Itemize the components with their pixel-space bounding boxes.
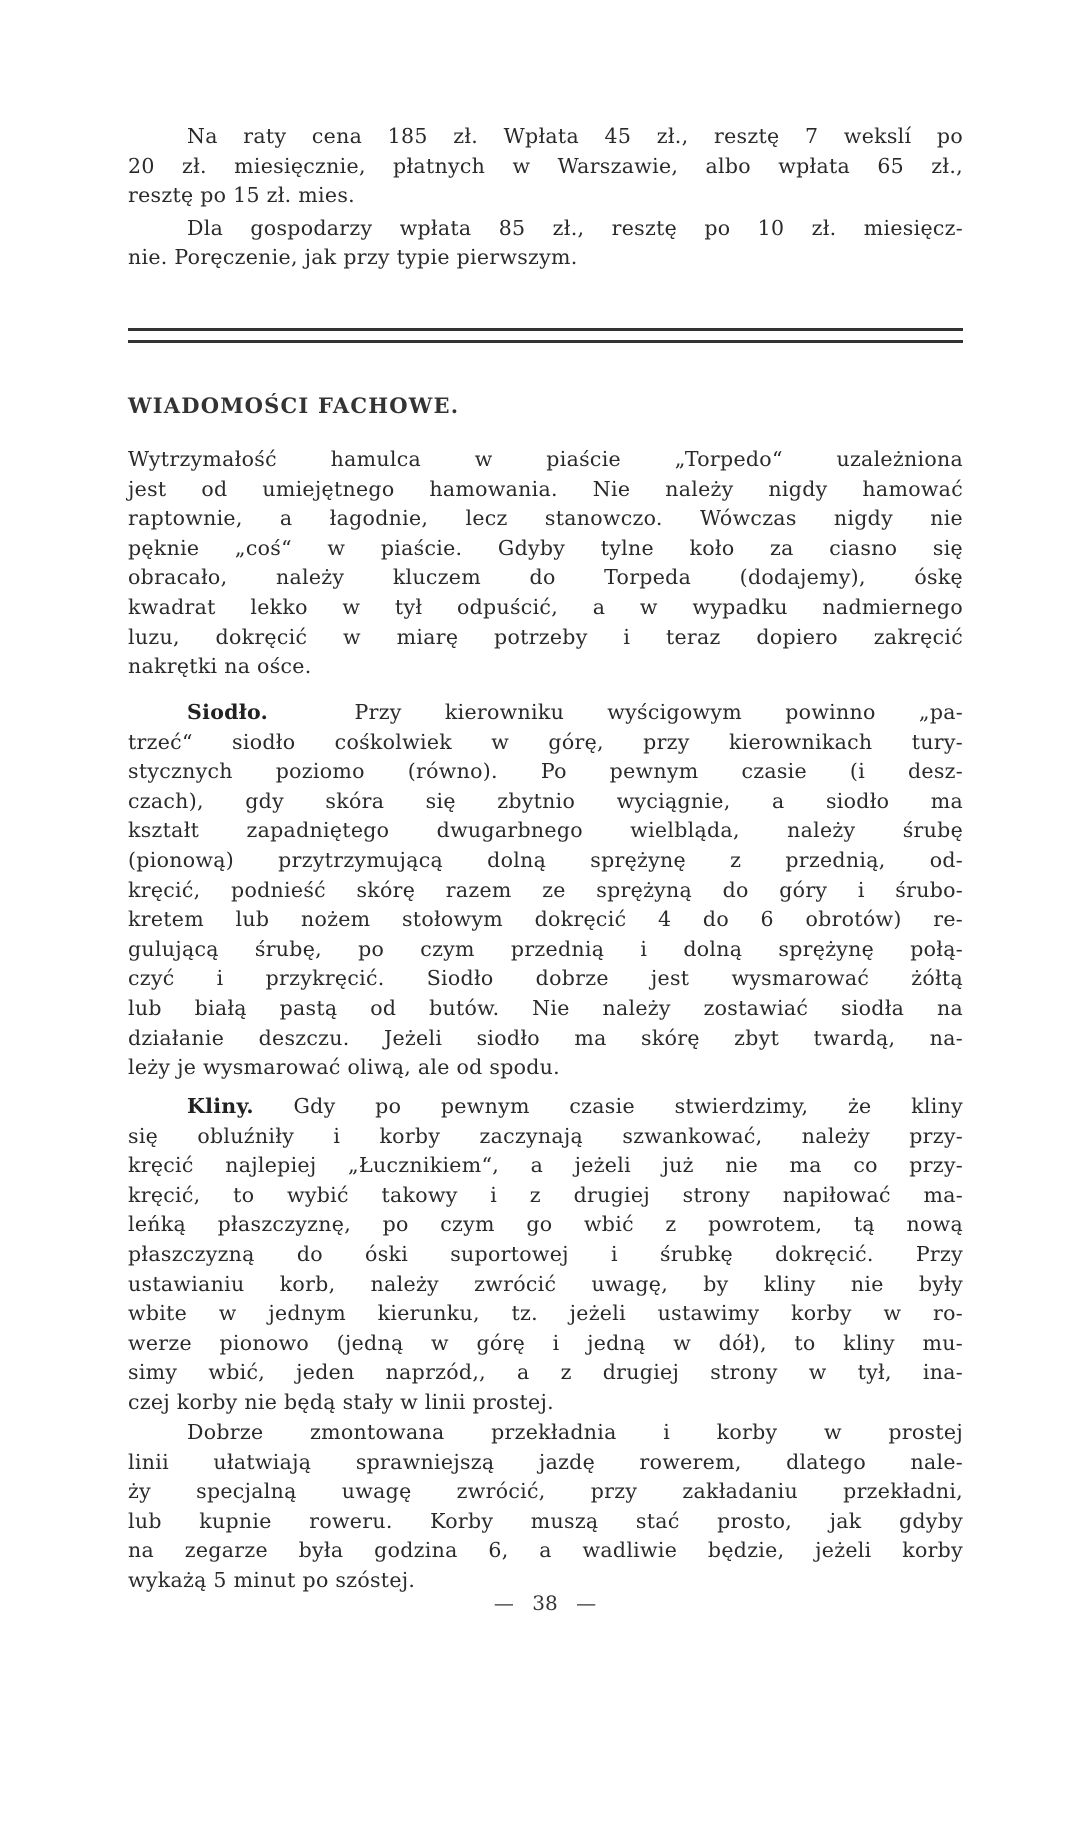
text-line: leży je wysmarować oliwą, ale od spodu. [128, 1055, 560, 1080]
dash-right: — [576, 1591, 597, 1615]
intro-paragraph-2 [128, 214, 963, 273]
text-line: Na raty cena 185 zł. Wpłata 45 zł., resztę 7 wekslí po [187, 124, 963, 148]
text-line: Wytrzymałość hamulca w piaście „Torpedo“ uzależniona [128, 447, 963, 471]
text-line: kretem lub nożem stołowym dokręcić 4 do 6 obrotów) re- [128, 907, 963, 932]
divider-rule-top [128, 328, 963, 331]
section-heading: WIADOMOŚCI FACHOWE. [128, 393, 460, 418]
text-line: Dla gospodarzy wpłata 85 zł., resztę po 10 zł. miesięcz- [187, 215, 963, 240]
text-line: czach), gdy skóra się zbytnio wyciągnie, a siodło ma [128, 788, 963, 813]
text-line: Dobrze zmontowana przekładnia i korby w prostej [187, 1420, 963, 1444]
text-line: nie. Poręczenie, jak przy typie pierwszym. [128, 245, 578, 270]
paragraph-brake [128, 445, 963, 682]
text-line: kręcić, podnieść skórę razem ze sprężyną do góry i śrubo- [128, 877, 963, 902]
text-line: stycznych poziomo (równo). Po pewnym czasie (i desz- [128, 759, 963, 784]
paragraph-lead-saddle: Siodło. [187, 700, 269, 724]
text-line: simy wbić, jeden naprzód,, a z drugiej strony w tył, ina- [128, 1360, 963, 1385]
text-line: ży specjalną uwagę zwrócić, przy zakładaniu przekładni, [128, 1479, 963, 1504]
text-line: na zegarze była godzina 6, a wadliwie będzie, jeżeli korby [128, 1538, 963, 1563]
text-line: wbite w jednym kierunku, tz. jeżeli ustawimy korby w ro- [128, 1301, 963, 1326]
paragraph-saddle [128, 698, 963, 1083]
text-line: linii ułatwiają sprawniejszą jazdę rowerem, dlatego nale- [128, 1449, 963, 1474]
text-line [128, 698, 963, 728]
text-span: Gdy po pewnym czasie stwierdzimy, że kliny [293, 1094, 963, 1118]
text-line: ustawianiu korb, należy zwrócić uwagę, by kliny nie były [128, 1271, 963, 1296]
page-number [0, 1591, 1080, 1615]
text-line: kręcić, to wybić takowy i z drugiej strony napiłować ma- [128, 1182, 963, 1207]
paragraph-lead-cotters: Kliny. [187, 1094, 254, 1118]
text-line: lub kupnie roweru. Korby muszą stać prosto, jak gdyby [128, 1508, 963, 1533]
text-line: płaszczyzną do óski suportowej i śrubkę dokręcić. Przy [128, 1241, 963, 1266]
divider-rule-bottom [128, 340, 963, 343]
dash-left: — [493, 1591, 514, 1615]
paragraph-cotters [128, 1092, 963, 1418]
text-line: działanie deszczu. Jeżeli siodło ma skórę zbyt twardą, na- [128, 1025, 963, 1050]
text-line: wykażą 5 minut po szóstej. [128, 1567, 416, 1592]
text-line: (pionową) przytrzymującą dolną sprężynę z przednią, od- [128, 847, 963, 872]
paragraph-gearing [128, 1418, 963, 1596]
text-line: 20 zł. miesięcznie, płatnych w Warszawie, albo wpłata 65 zł., [128, 153, 963, 178]
text-line [128, 1092, 963, 1122]
text-line: luzu, dokręcić w miarę potrzeby i teraz dopiero zakręcić [128, 624, 963, 649]
text-line: resztę po 15 zł. mies. [128, 183, 355, 208]
text-line: lub białą pastą od butów. Nie należy zostawiać siodła na [128, 995, 963, 1020]
text-line: nakrętki na ośce. [128, 654, 312, 679]
text-line: obracało, należy kluczem do Torpeda (dodajemy), óskę [128, 565, 963, 590]
text-line: czyć i przykręcić. Siodło dobrze jest wysmarować żółtą [128, 966, 963, 991]
text-line: kręcić najlepiej „Łucznikiem“, a jeżeli już nie ma co przy- [128, 1153, 963, 1178]
page-number-value: 38 [532, 1591, 558, 1615]
text-line: kształt zapadniętego dwugarbnego wielbląda, należy śrubę [128, 818, 963, 843]
intro-text [128, 122, 963, 273]
text-line: pęknie „coś“ w piaście. Gdyby tylne koło za ciasno się [128, 535, 963, 560]
text-line: czej korby nie będą stały w linii prostej. [128, 1389, 554, 1414]
text-line: trzeć“ siodło cośkolwiek w górę, przy kierownikach tury- [128, 729, 963, 754]
text-line: gulującą śrubę, po czym przednią i dolną sprężynę połą- [128, 936, 963, 961]
intro-paragraph-1 [128, 122, 963, 211]
text-line: jest od umiejętnego hamowania. Nie należy nigdy hamować [128, 476, 963, 501]
text-line: kwadrat lekko w tył odpuścić, a w wypadku nadmiernego [128, 594, 963, 619]
text-span: Przy kierowniku wyścigowym powinno „pa- [354, 700, 963, 724]
text-line: werze pionowo (jedną w górę i jedną w dół), to kliny mu- [128, 1330, 963, 1355]
text-line: leńką płaszczyznę, po czym go wbić z powrotem, tą nową [128, 1212, 963, 1237]
text-line: się obluźniły i korby zaczynają szwankować, należy przy- [128, 1123, 963, 1148]
text-line: raptownie, a łagodnie, lecz stanowczo. Wówczas nigdy nie [128, 506, 963, 531]
